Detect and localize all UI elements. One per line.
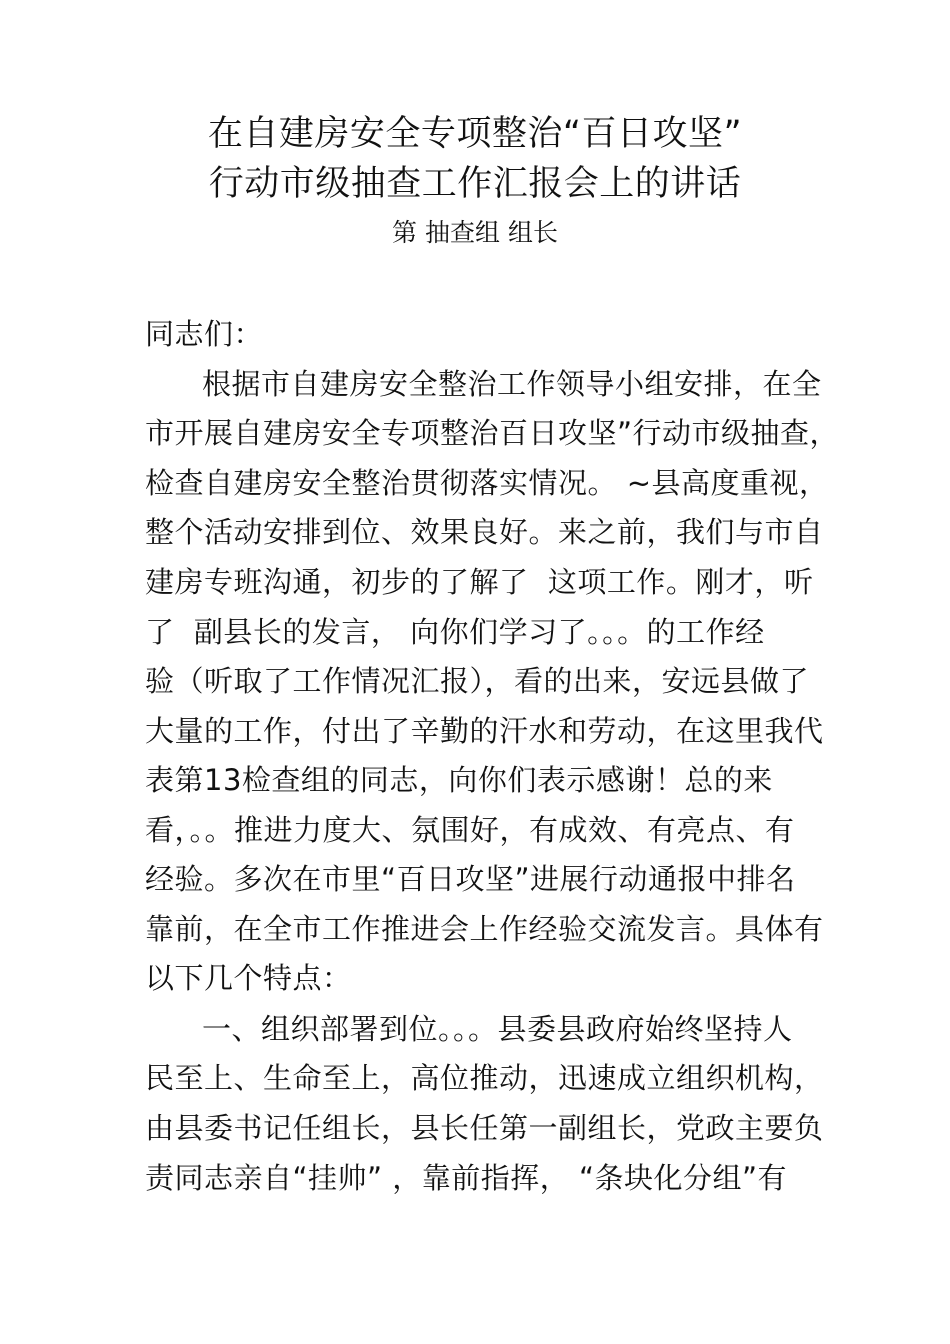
body-line: 市开展自建房安全专项整治百日攻坚”行动市级抽查， [145,416,840,450]
body-line: 整个活动安排到位、效果良好。来之前，我们与市自 [145,515,824,549]
body-line: 以下几个特点： [145,961,352,995]
body-line: 了 副县长的发言， 向你们学习了。。。的工作经 [145,615,765,649]
body-line: 大量的工作，付出了辛勤的汗水和劳动，在这里我代 [145,714,824,748]
body-line: 由县委书记任组长，县长任第一副组长，党政主要负 [145,1111,824,1145]
document-title-line-1: 在自建房安全专项整治“百日攻坚” [207,114,743,154]
body-line: 经验。多次在市里“百日攻坚”进展行动通报中排名 [145,862,796,896]
body-line: 表第13检查组的同志，向你们表示感谢！总的来 [145,763,773,797]
body-line: 责同志亲自“挂帅” ，靠前指挥， “条块化分组”有 [145,1161,788,1195]
body-line: 验（听取了工作情况汇报），看的出来，安远县做了 [145,664,810,698]
body-line: 靠前，在全市工作推进会上作经验交流发言。具体有 [145,912,824,946]
section-heading-line: 一、组织部署到位。。。县委县政府始终坚持人 [202,1012,793,1046]
body-line: 看，。。推进力度大、氛围好，有成效、有亮点、有 [145,813,795,847]
document-title-line-2: 行动市级抽查工作汇报会上的讲话 [208,164,742,204]
document-byline: 第 抽查组 组长 [392,218,558,247]
body-line: 根据市自建房安全整治工作领导小组安排，在全 [202,367,822,401]
body-line: 建房专班沟通，初步的了解了 这项工作。刚才，听 [145,565,814,599]
body-line: 民至上、生命至上，高位推动，迅速成立组织机构， [145,1061,824,1095]
salutation: 同志们： [145,317,264,351]
body-line: 检查自建房安全整治贯彻落实情况。 ~县高度重视， [145,466,829,500]
